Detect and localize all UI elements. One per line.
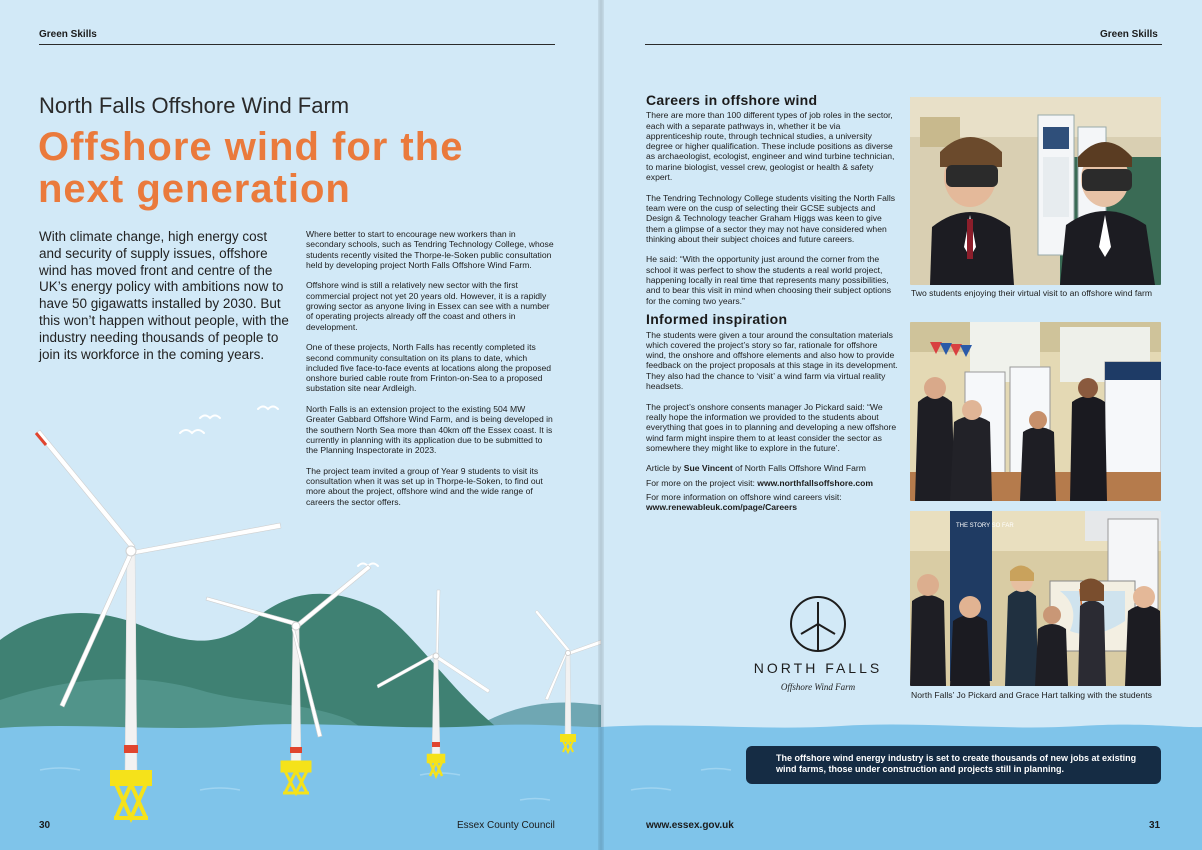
- careers-info-line: [646, 492, 898, 513]
- article-intro: With climate change, high energy cost and security of supply issues, offshore wind has moved front and centre of the UK’s energy policy with ambitions now to have 50 gigawatts installed by 2030. But this won’t happen without people, with the industry needing thousands of people to join its workforce in the coming years.: [39, 229, 289, 362]
- byline-suffix: of North Falls Offshore Wind Farm: [735, 463, 866, 474]
- body-paragraph: The Tendring Technology College students visiting the North Falls team were on the cusp of selecting their GCSE subjects and Design & Technology teacher Graham Higgs was keen to give them a glimpse of a sector they may not have considered when thinking about their subject choices and future careers.: [646, 192, 896, 244]
- body-paragraph: One of these projects, North Falls has recently completed its second community consultation on its plans to date, which included five face-to-face events at locations along the proposed onshore buried cable route from Frinton-on-Sea to a proposed substation site near Ardleigh.: [306, 342, 552, 394]
- body-paragraph: He said: “With the opportunity just around the corner from the school it was perfect to show the students a real world project, happening locally in real time that represents many possibilities, and to bear this visit in mind when choosing their subject options for the coming two years.”: [646, 254, 892, 306]
- article-headline: Offshore wind for the next generation: [38, 125, 464, 211]
- photo-consultation-hall: [910, 322, 1161, 501]
- byline-author: Sue Vincent: [683, 463, 733, 474]
- careers-heading: Careers in offshore wind: [646, 92, 818, 108]
- north-falls-logo: [743, 594, 893, 704]
- page-number-right: 31: [1149, 820, 1161, 831]
- photo-caption-1: Two students enjoying their virtual visit to an offshore wind farm: [911, 288, 1153, 298]
- section-label: Green Skills: [39, 29, 97, 40]
- photo-caption-2: North Falls’ Jo Pickard and Grace Hart talking with the students: [911, 690, 1152, 700]
- page-number-left: 30: [39, 820, 51, 831]
- body-paragraph: The students were given a tour around the consultation materials which covered the project’s story so far, rationale for offshore wind, the onshore and offshore elements and also how to provide feedback on the project proposals at this stage in its development. They also had the chance to ‘visit’ a wind farm via virtual reality headsets.: [646, 329, 898, 392]
- careers-info-prefix: For more information on offshore wind careers visit:: [646, 491, 842, 502]
- body-column-left: [306, 229, 554, 517]
- logo-wordmark: NORTH FALLS: [753, 660, 883, 676]
- right-page: [601, 0, 1202, 850]
- body-paragraph: Where better to start to encourage new workers than in secondary schools, such as Tendring Technology College, whose students recently visited the Thorpe-le-Soken public consultation held by developing project North Falls Offshore Wind Farm.: [306, 229, 554, 270]
- body-column-right: [646, 92, 898, 523]
- photo-staff-with-students: [910, 511, 1161, 686]
- section-label: Green Skills: [1100, 29, 1158, 40]
- photo-vr-students: [910, 97, 1161, 285]
- project-url-link[interactable]: www.northfallsoffshore.com: [757, 477, 874, 488]
- body-paragraph: There are more than 100 different types of job roles in the sector, each with a separate pathways in, whether it be via apprenticeship route, through technical studies, a university degree or higher qualification. These include positions as diverse as archaeologist, ecologist, engineer and wind turbine technician, to marine biologist, vessel crew, geologist or health & safety expert.: [646, 110, 895, 183]
- page-spine: [598, 0, 604, 850]
- header-rule: [645, 44, 1162, 45]
- project-visit-prefix: For more on the project visit:: [646, 477, 755, 488]
- poster-text: THE STORY SO FAR: [956, 523, 1014, 529]
- footer-publisher: Essex County Council: [457, 820, 555, 831]
- header-rule: [39, 44, 555, 45]
- turbine-logo-icon: [788, 594, 848, 654]
- body-paragraph: Offshore wind is still a relatively new sector with the first commercial project not yet 20 years old. However, it is a rapidly growing sector as anyone living in Essex can see with a number of operating projects already off the coast and others in development.: [306, 280, 550, 332]
- careers-url-link[interactable]: www.renewableuk.com/page/Careers: [646, 502, 798, 513]
- byline: [646, 463, 898, 473]
- logo-subtitle: Offshore Wind Farm: [780, 682, 856, 692]
- project-visit-line: [646, 478, 898, 488]
- body-paragraph: North Falls is an extension project to the existing 504 MW Greater Gabbard Offshore Wind Farm, and is being developed in the southern North Sea more than 40km off the Essex coast. It is currently in planning with its application due to be submitted to the Planning Inspectorate in 2023.: [306, 404, 553, 456]
- body-paragraph: The project team invited a group of Year 9 students to visit its consultation when it was set up in Thorpe-le-Soken, to find out more about the project, offshore wind and the wide range of careers the sector offers.: [306, 465, 543, 507]
- inspiration-heading: Informed inspiration: [646, 311, 788, 328]
- body-paragraph: The project’s onshore consents manager Jo Pickard said: “We really hope the information we provided to the students about everything that goes in to planning and developing a new offshore wind farm might inspire them to at least consider the sector as somewhere they might like to explore in the future’.: [646, 401, 897, 453]
- callout-box: The offshore wind energy industry is set to create thousands of new jobs at existing wind farms, those under construction and projects still in planning.: [746, 746, 1161, 784]
- article-kicker: North Falls Offshore Wind Farm: [39, 93, 350, 118]
- footer-website-link[interactable]: www.essex.gov.uk: [646, 820, 734, 831]
- byline-prefix: Article by: [646, 463, 682, 474]
